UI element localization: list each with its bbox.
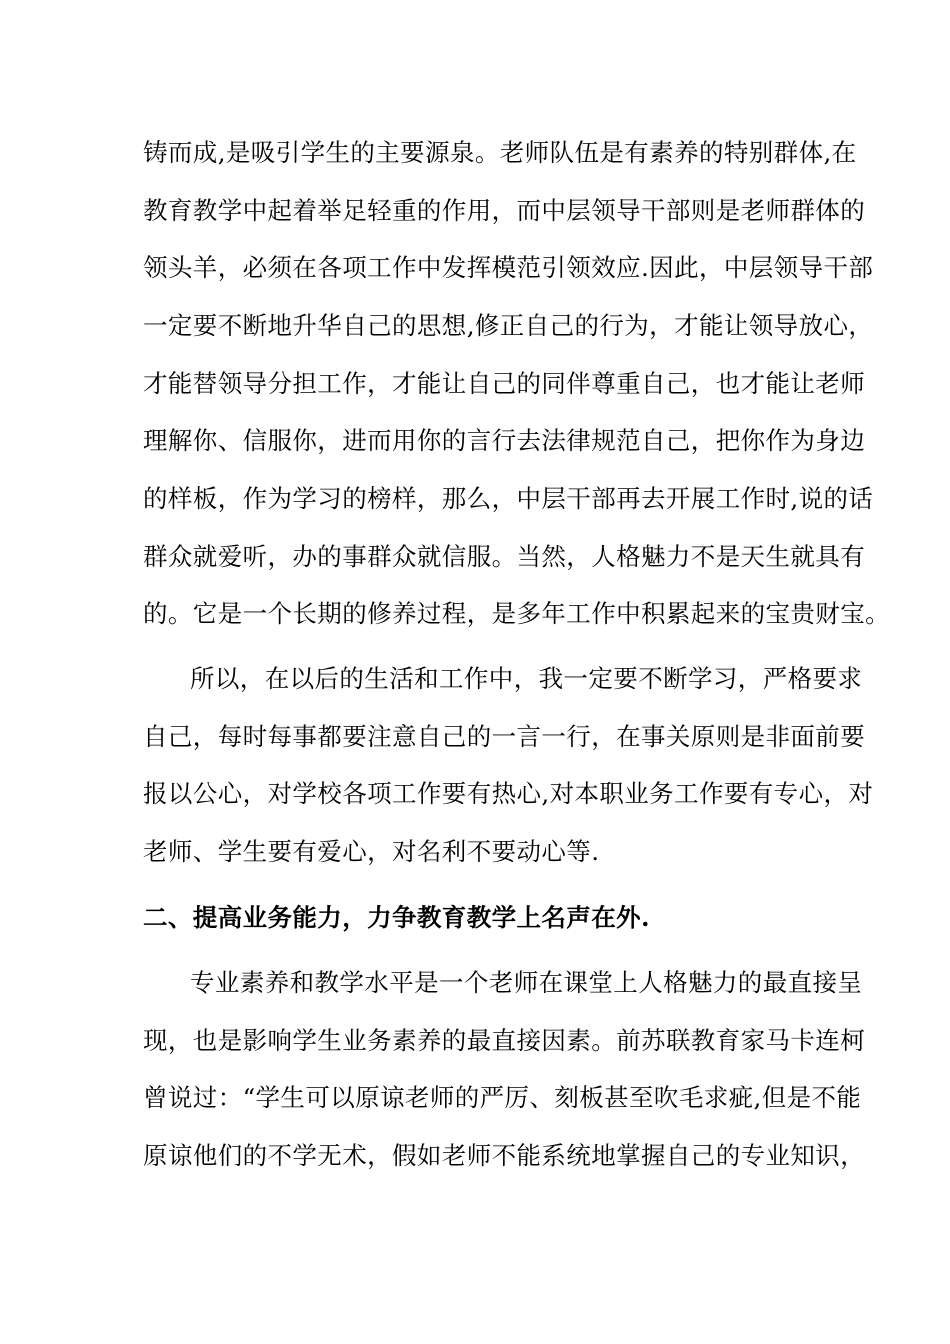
text-line: 现，也是影响学生业务素养的最直接因素。前苏联教育家马卡连柯 <box>143 1026 866 1055</box>
text-line: 群众就爱听，办的事群众就信服。当然，人格魅力不是天生就具有 <box>143 542 866 571</box>
text-line: 曾说过：“学生可以原谅老师的严厉、刻板甚至吹毛求疵,但是不能 <box>143 1083 862 1112</box>
text-line: 一定要不断地升华自己的思想,修正自己的行为，才能让领导放心， <box>143 311 874 340</box>
section-heading: 二、提高业务能力，力争教育教学上名声在外. <box>143 903 650 932</box>
text-line: 原谅他们的不学无术，假如老师不能系统地掌握自己的专业知识， <box>143 1141 866 1170</box>
text-line: 领头羊，必须在各项工作中发挥模范引领效应.因此，中层领导干部 <box>143 253 874 282</box>
text-line: 自己，每时每事都要注意自己的一言一行，在事关原则是非面前要 <box>143 722 866 751</box>
text-line: 教育教学中起着举足轻重的作用，而中层领导干部则是老师群体的 <box>143 196 866 225</box>
text-line: 报以公心，对学校各项工作要有热心,对本职业务工作要有专心，对 <box>143 779 874 808</box>
text-line: 专业素养和教学水平是一个老师在课堂上人格魅力的最直接呈 <box>190 968 863 997</box>
text-line: 老师、学生要有爱心，对名利不要动心等. <box>143 837 600 866</box>
text-line: 所以，在以后的生活和工作中，我一定要不断学习，严格要求 <box>190 664 863 693</box>
text-line: 理解你、信服你，进而用你的言行去法律规范自己，把你作为身边 <box>143 426 866 455</box>
text-line: 才能替领导分担工作，才能让自己的同伴尊重自己，也才能让老师 <box>143 369 866 398</box>
text-line: 的样板，作为学习的榜样，那么，中层干部再去开展工作时,说的话 <box>143 484 874 513</box>
text-line: 的。它是一个长期的修养过程，是多年工作中积累起来的宝贵财宝。 <box>143 599 890 628</box>
text-line: 铸而成,是吸引学生的主要源泉。老师队伍是有素养的特别群体,在 <box>143 138 857 167</box>
